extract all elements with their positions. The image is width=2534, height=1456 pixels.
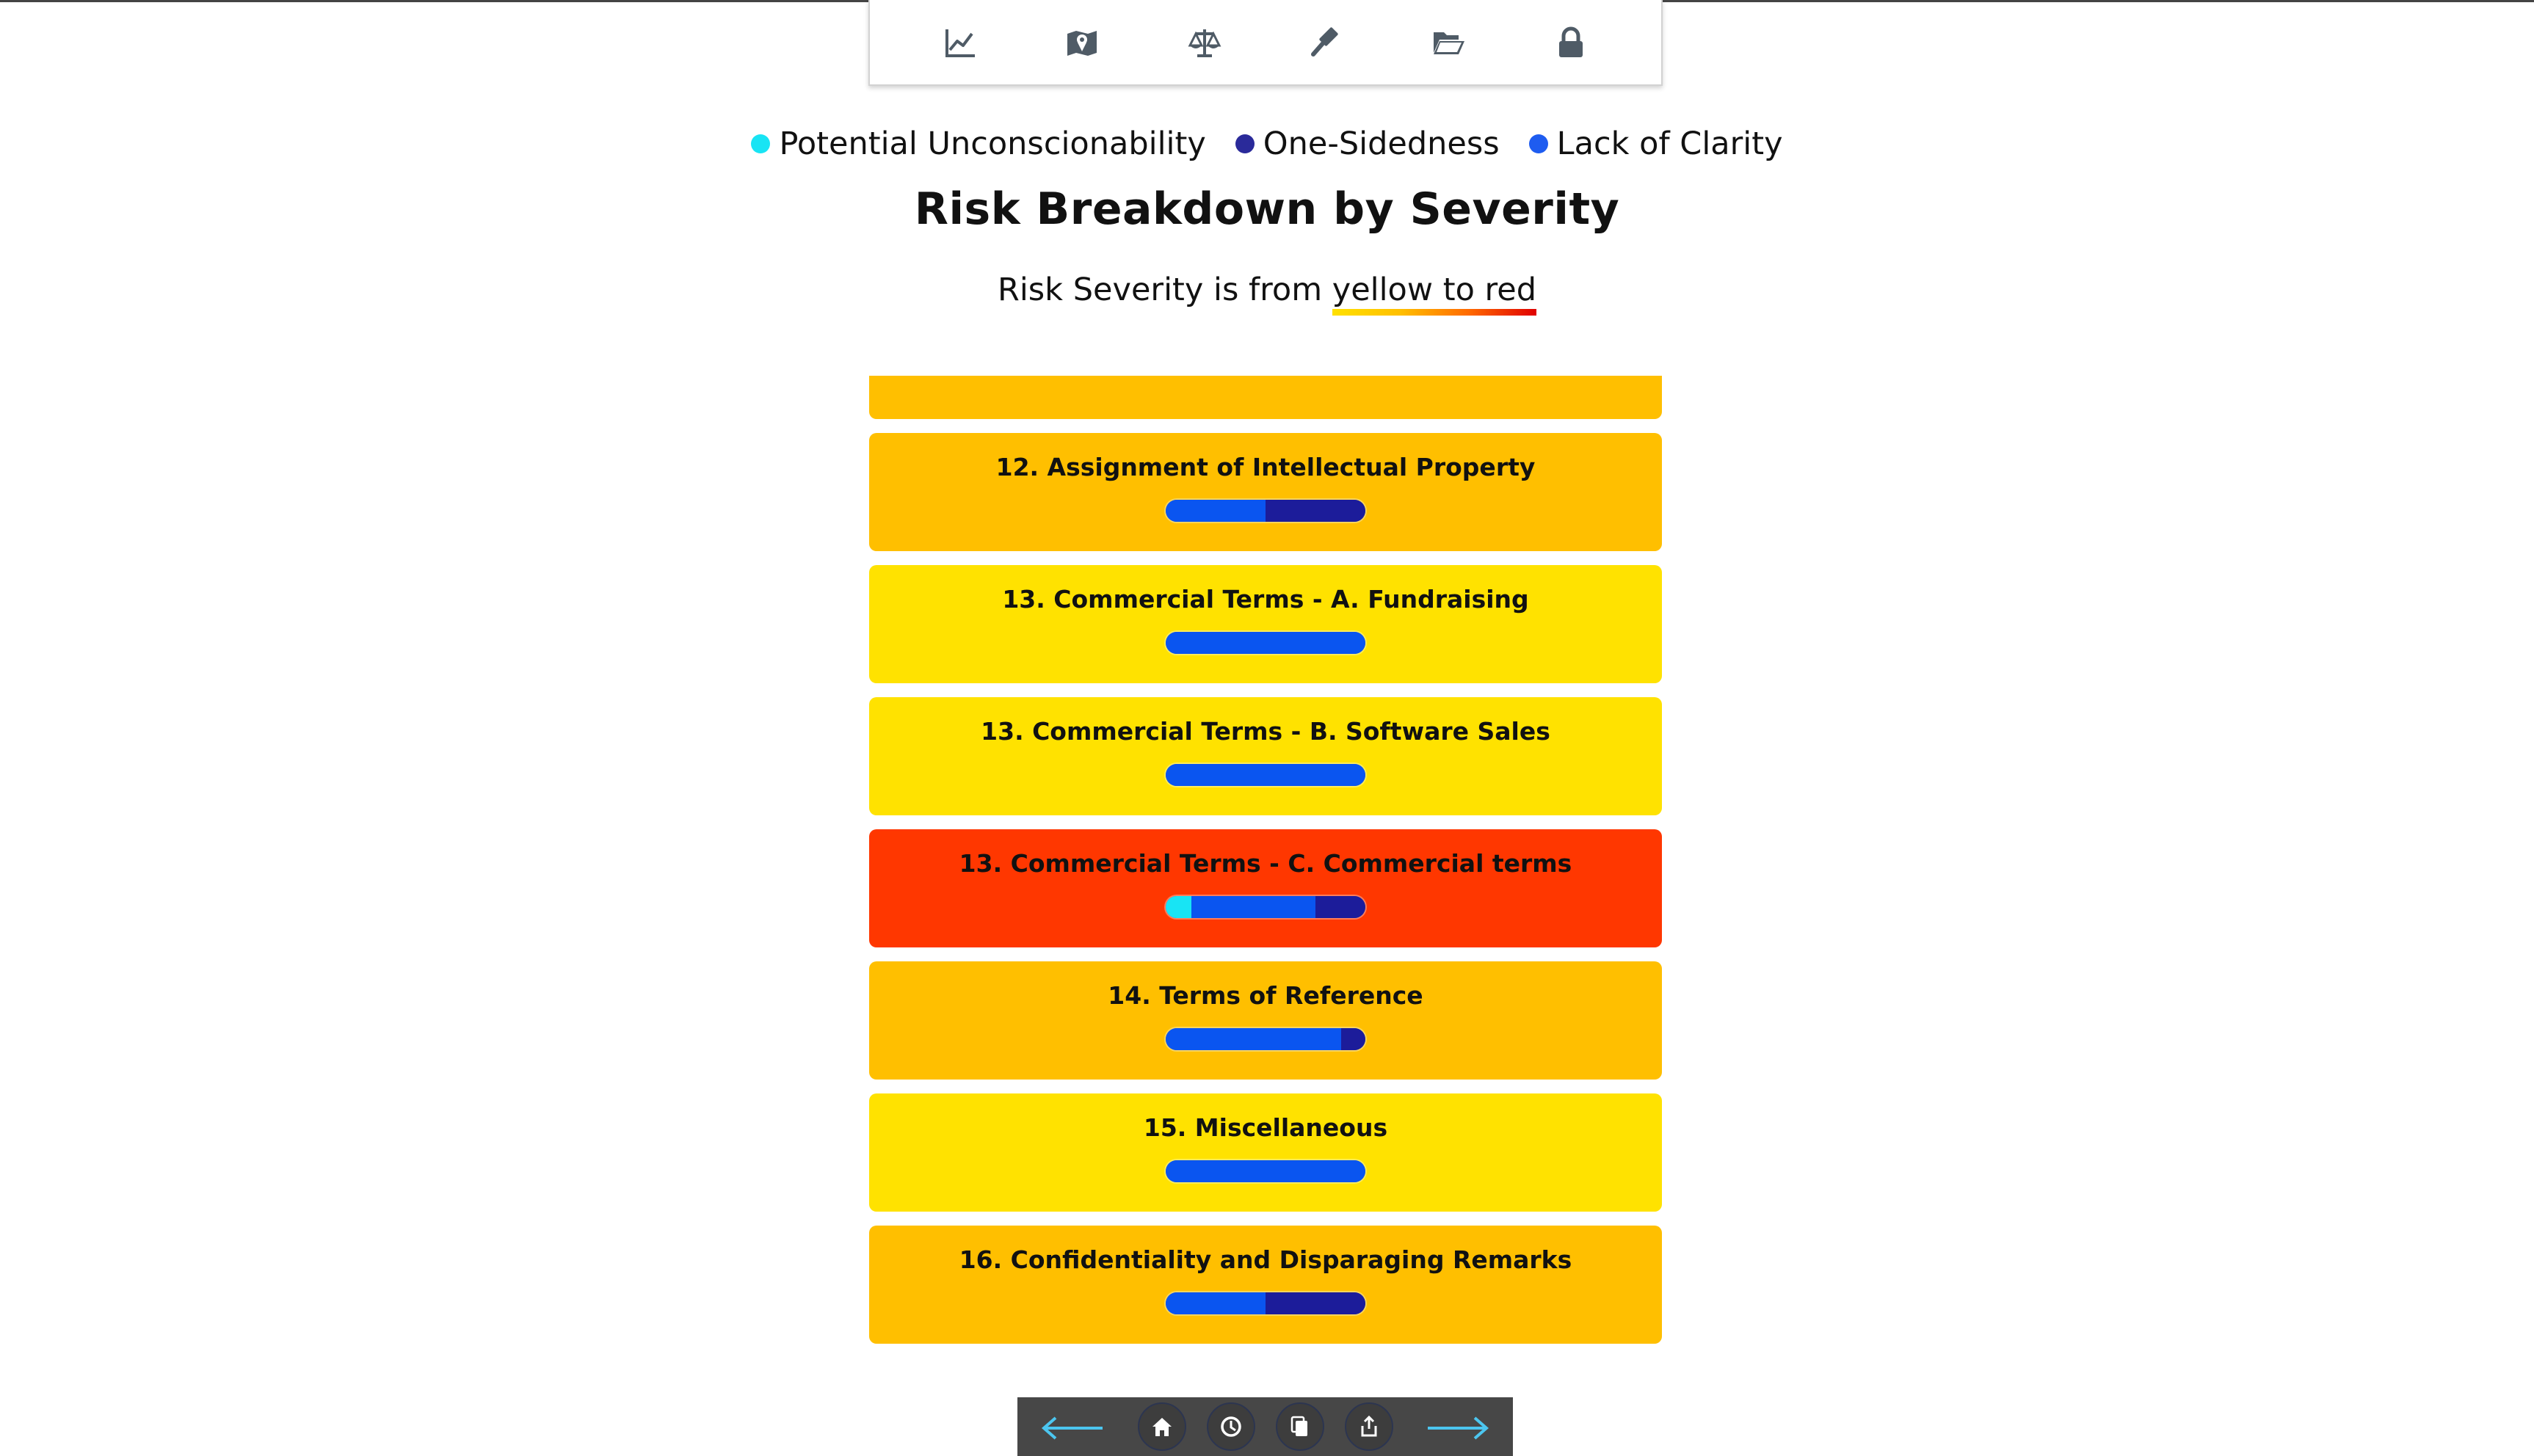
bar-segment-one-sidedness [1266,500,1365,522]
chart-line-icon[interactable] [938,21,982,65]
arrow-right-icon[interactable] [1425,1412,1491,1441]
legend-dot-icon [1235,134,1255,153]
risk-breakdown-bar [1166,1028,1365,1050]
subtitle-prefix: Risk Severity is from [997,272,1332,308]
share-icon [1357,1414,1382,1439]
lock-icon[interactable] [1549,21,1593,65]
clause-card[interactable] [869,961,1662,1080]
risk-legend [0,121,2534,167]
clause-card[interactable] [869,433,1662,551]
clause-title: 12. Assignment of Intellectual Property [995,453,1536,481]
risk-breakdown-bar [1166,1160,1365,1182]
clause-title: 16. Confidentiality and Disparaging Remarks [959,1245,1572,1274]
arrow-left-icon[interactable] [1039,1412,1106,1441]
page-title: Risk Breakdown by Severity [914,183,1620,235]
bar-segment-lack-of-clarity [1166,1028,1341,1050]
bar-segment-lack-of-clarity [1166,500,1266,522]
legend-dot-icon [751,134,770,153]
legend-label: Potential Unconscionability [779,125,1206,162]
legend-dot-icon [1529,134,1548,153]
copy-icon [1288,1414,1313,1439]
severity-gradient-label: yellow to red [1332,272,1536,311]
legend-item-one-sidedness[interactable] [1235,125,1500,162]
risk-breakdown-bar [1166,896,1365,918]
risk-breakdown-bar [1166,764,1365,786]
clause-title: 13. Commercial Terms - C. Commercial terms [959,849,1572,878]
clause-title: 13. Commercial Terms - A. Fundraising [1002,585,1529,614]
clause-title: 14. Terms of Reference [1108,981,1423,1010]
clause-title: 15. Miscellaneous [1143,1113,1388,1142]
clause-card[interactable] [869,565,1662,683]
clause-card[interactable] [869,1093,1662,1212]
gavel-icon[interactable] [1304,21,1348,65]
balance-scale-icon[interactable] [1183,21,1227,65]
clause-risk-list[interactable] [869,376,1662,1350]
legend-label: One-Sidedness [1263,125,1500,162]
history-icon [1219,1414,1244,1439]
bar-segment-one-sidedness [1315,896,1365,918]
clause-card[interactable] [869,1226,1662,1344]
folder-open-icon[interactable] [1426,21,1470,65]
legend-item-potential-unconscionability[interactable] [751,125,1205,162]
history-button[interactable] [1207,1402,1255,1451]
home-button[interactable] [1138,1402,1186,1451]
bar-segment-one-sidedness [1266,1292,1365,1314]
clause-card[interactable] [869,697,1662,815]
bar-segment-lack-of-clarity [1191,896,1315,918]
top-toolbar [868,0,1663,86]
risk-breakdown-bar [1166,500,1365,522]
legend-label: Lack of Clarity [1556,125,1783,162]
bar-segment-one-sidedness [1341,1028,1365,1050]
bar-segment-lack-of-clarity [1166,1160,1365,1182]
bar-segment-potential-unconscionability [1166,896,1191,918]
risk-breakdown-bar [1166,1292,1365,1314]
risk-breakdown-bar [1166,632,1365,654]
clause-card[interactable] [869,829,1662,947]
bottom-nav-bar [1017,1397,1513,1456]
clause-title: 13. Commercial Terms - B. Software Sales [981,717,1550,746]
bar-segment-lack-of-clarity [1166,1292,1266,1314]
legend-item-lack-of-clarity[interactable] [1529,125,1783,162]
copy-button[interactable] [1276,1402,1324,1451]
bar-segment-lack-of-clarity [1166,764,1365,786]
share-button[interactable] [1345,1402,1393,1451]
severity-subtitle [0,272,2534,311]
home-icon [1150,1414,1175,1439]
bar-segment-lack-of-clarity [1166,632,1365,654]
clause-card[interactable] [869,376,1662,419]
map-icon[interactable] [1060,21,1104,65]
